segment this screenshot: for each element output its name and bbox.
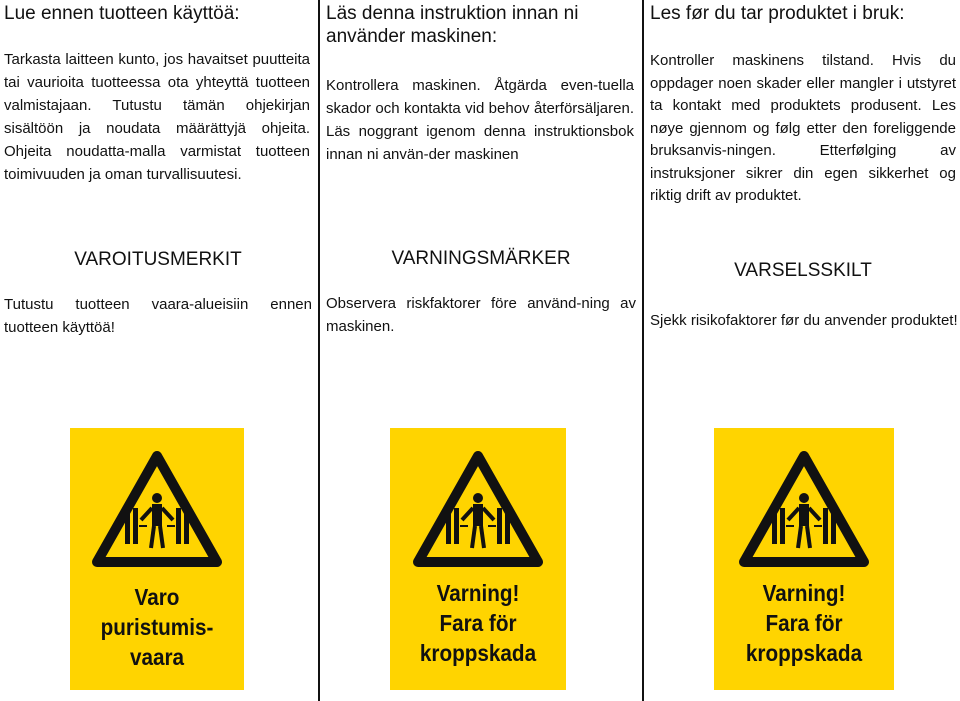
crush-hazard-warning-triangle-icon [91, 450, 223, 568]
sign-line-3: kroppskada [419, 640, 537, 666]
column-swedish [322, 0, 640, 701]
warning-sign [714, 428, 894, 690]
sign-line-2: Fara för [439, 610, 517, 636]
warning-sign [390, 428, 566, 690]
column-heading: Lue ennen tuotteen käyttöä: [4, 3, 240, 24]
sign-line-2: puristumis- [100, 614, 214, 640]
warning-text: Observera riskfaktorer före använd-ning av maskinen. [326, 295, 636, 335]
column-divider-1 [318, 0, 320, 701]
sign-line-1: Varning! [436, 580, 520, 606]
sign-line-1: Varning! [762, 580, 846, 606]
warning-text: Tutustu tuotteen vaara-alueisiin ennen tuotteen käyttöä! [4, 296, 312, 336]
sign-text [399, 578, 557, 668]
column-divider-2 [642, 0, 644, 701]
column-norwegian [646, 0, 960, 701]
crush-hazard-warning-triangle-icon [738, 450, 870, 568]
column-heading: Läs denna instruktion innan ni använder maskinen: [326, 3, 579, 47]
sign-line-2: Fara för [765, 610, 843, 636]
instructions-text: Tarkasta laitteen kunto, jos havaitset puutteita tai vaurioita tuotteessa ota yhteyttä tuotteen valmistajaan. Tutustu tämän ohjekirjan sisältöön ja noudata määrättyjä ohjeita. Ohjeita noudatta-malla varmistat tuotteen toimivuuden ja oman turvallisuutesi. [4, 51, 310, 183]
column-finnish [0, 0, 316, 701]
instructions-text: Kontrollera maskinen. Åtgärda even-tuella skador och kontakta vid behov återförsäljaren. Läs noggrant igenom denna instruktionsbok innan ni använ-der maskinen [326, 77, 634, 163]
warning-signs-heading: VARSELSSKILT [734, 260, 872, 281]
warning-sign [70, 428, 244, 690]
instructions-text: Kontroller maskinens tilstand. Hvis du oppdager noen skader eller mangler i utstyret ta kontakt med produktets produsent. Les nøye gjennom og følg etter den foreliggende bruksanvis-ningen. Etterfølging av instruksjoner sikrer din egen sikkerhet og riktig drift av produktet. [650, 52, 956, 204]
sign-line-3: vaara [129, 644, 185, 670]
column-heading: Les før du tar produktet i bruk: [650, 3, 905, 24]
sign-line-3: kroppskada [745, 640, 863, 666]
warning-signs-heading: VARNINGSMÄRKER [391, 248, 571, 269]
sign-text [723, 578, 885, 668]
warning-text: Sjekk risikofaktorer før du anvender produktet! [650, 312, 958, 329]
sign-text [79, 582, 236, 672]
sign-line-1: Varo [134, 584, 180, 610]
crush-hazard-warning-triangle-icon [412, 450, 544, 568]
warning-signs-heading: VAROITUSMERKIT [74, 249, 242, 270]
